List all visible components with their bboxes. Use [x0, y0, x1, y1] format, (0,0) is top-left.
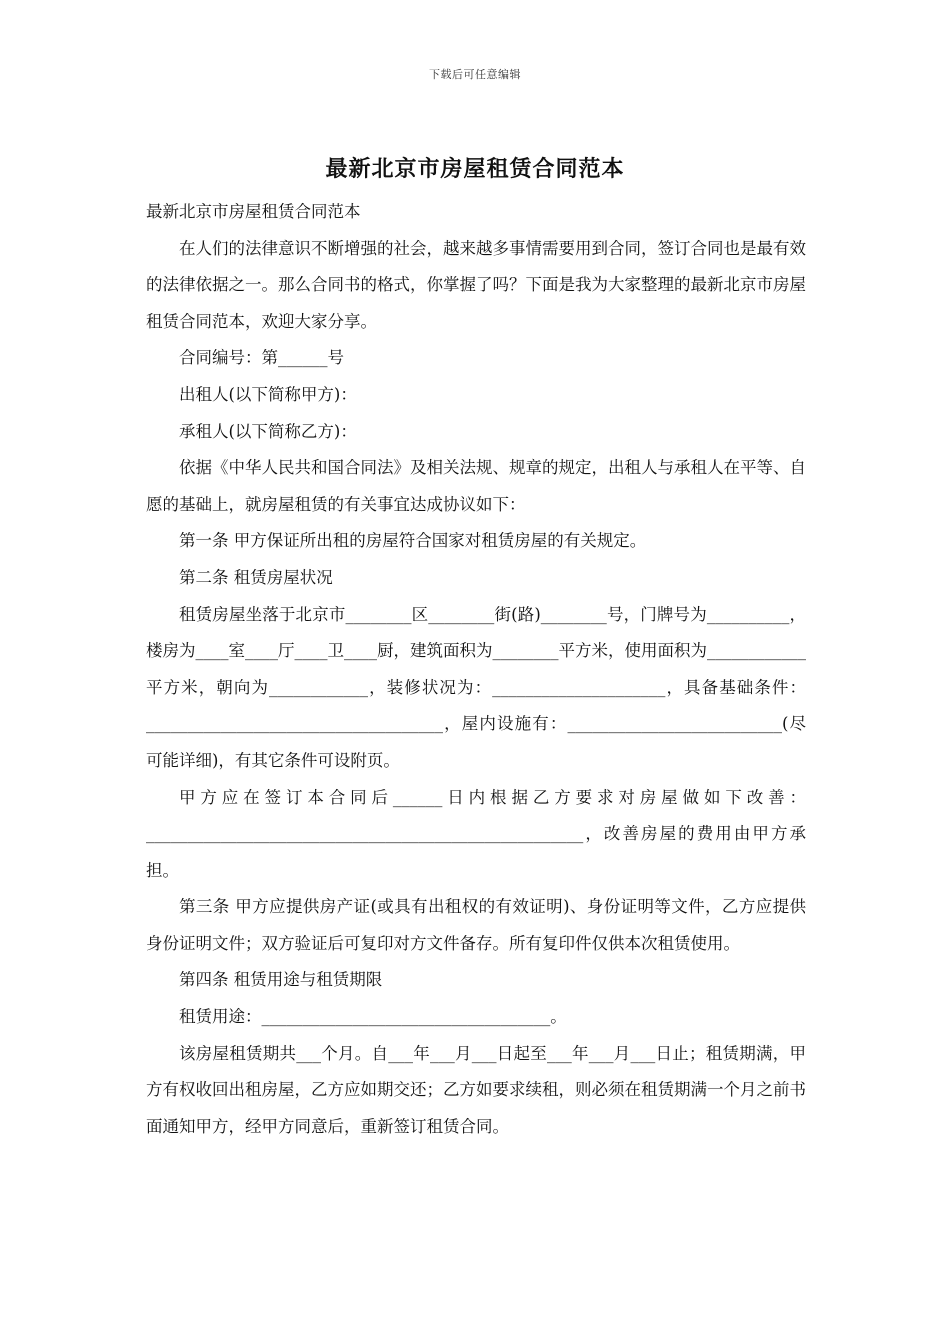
contract-number-line: 合同编号：第______号	[179, 348, 344, 368]
lessor-line: 出租人(以下简称甲方)：	[179, 384, 357, 404]
lease-purpose-line: 租赁用途：___________________________________。	[179, 1007, 567, 1027]
improvement-paragraph: 甲方应在签订本合同后______日内根据乙方要求对房屋做如下改善：_____________________________________________________，改善房屋的费用由甲方承担。	[146, 787, 806, 880]
subtitle-paragraph: 最新北京市房屋租赁合同范本	[146, 202, 361, 221]
article-4-heading: 第四条 租赁用途与租赁期限	[179, 970, 383, 990]
document-title: 最新北京市房屋租赁合同范本	[325, 156, 625, 182]
article-3: 第三条 甲方应提供房产证(或具有出租权的有效证明)、身份证明等文件，乙方应提供身份证明文件；双方验证后可复印对方文件备存。所有复印件仅供本次租赁使用。	[146, 897, 806, 953]
article-2-heading: 第二条 租赁房屋状况	[179, 567, 333, 587]
page-header-note: 下载后可任意编辑	[429, 68, 521, 81]
document-body	[146, 194, 806, 1145]
article-1: 第一条 甲方保证所出租的房屋符合国家对租赁房屋的有关规定。	[179, 531, 647, 551]
lease-term-paragraph: 该房屋租赁期共___个月。自___年___月___日起至___年___月___日止；租赁期满，甲方有权收回出租房屋，乙方应如期交还；乙方如要求续租，则必须在租赁期满一个月之前书面通知甲方，经甲方同意后，重新签订租赁合同。	[146, 1043, 806, 1136]
legal-basis-paragraph: 依据《中华人民共和国合同法》及相关法规、规章的规定，出租人与承租人在平等、自愿的基础上，就房屋租赁的有关事宜达成协议如下：	[146, 458, 806, 514]
property-details-paragraph: 租赁房屋坐落于北京市________区________街(路)________号，门牌号为__________，楼房为____室____厅____卫____厨，建筑面积为________平方米，使用面积为____________平方米，朝向为____________，装修状况为：_____________________，具备基础条件：____________________________________，屋内设施有：__________________________(尽可能详细)，有其它条件可设附页。	[146, 604, 806, 770]
lessee-line: 承租人(以下简称乙方)：	[179, 421, 357, 441]
intro-paragraph: 在人们的法律意识不断增强的社会，越来越多事情需要用到合同，签订合同也是最有效的法律依据之一。那么合同书的格式，你掌握了吗？下面是我为大家整理的最新北京市房屋租赁合同范本，欢迎大家分享。	[146, 238, 806, 331]
